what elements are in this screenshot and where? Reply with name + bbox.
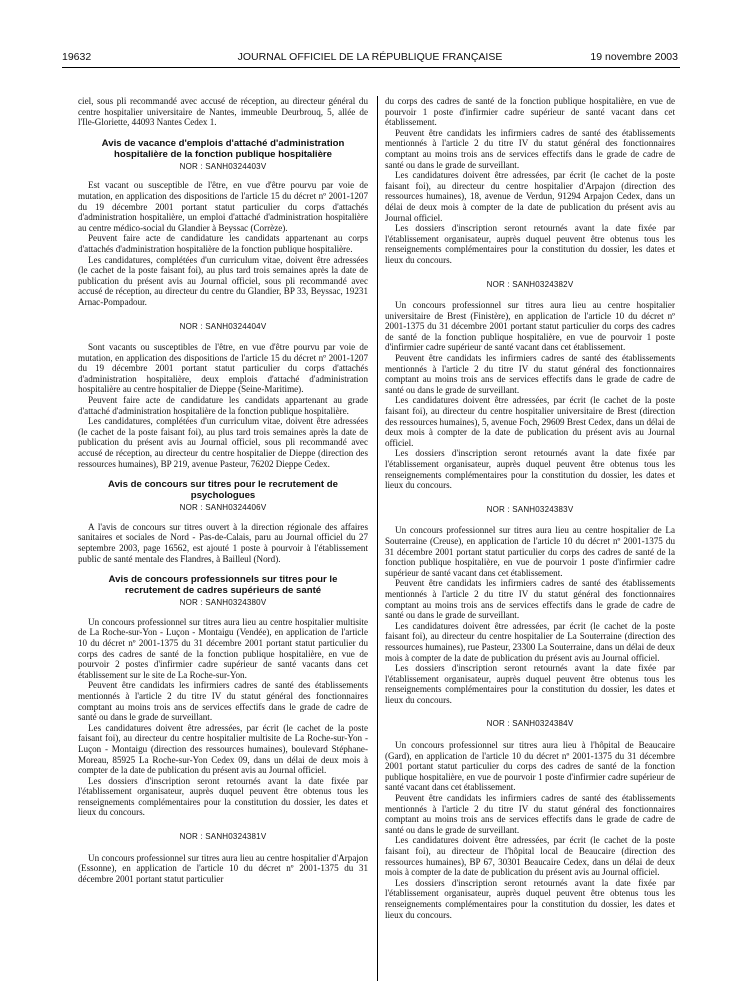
continued-paragraph: du corps des cadres de santé de la fonction publique hospitalière, en vue de pourvoir 1 poste d'infirmier cadre supérieur de santé vacant dans cet établissement. — [385, 96, 675, 128]
nor-reference: NOR : SANH0324406V — [179, 503, 267, 513]
paragraph: Les candidatures doivent être adressées, par écrit (le cachet de la poste faisant foi), au directeur du centre hospitalier universitaire de Brest (direction des ressources humaines), 5, avenue Foch, 29609 Brest Cedex, dans un délai de deux mois à compter de la date de publication du présent avis au Journal officiel. — [385, 395, 675, 448]
paragraph: Un concours professionnel sur titres aura lieu à l'hôpital de Beaucaire (Gard), en application de l'article 10 du décret nº 2001-1375 du 31 décembre 2001 portant statut particulier du corps des cadres de santé de la fonction publique hospitalière, en vue de pourvoir 1 poste d'infirmier cadre supérieur de santé vacant dans cet établissement. — [385, 740, 675, 793]
paragraph: Un concours professionnel sur titres aura lieu au centre hospitalier d'Arpajon (Essonne), en application de l'article 10 du décret nº 2001-1375 du 31 décembre 2001 portant statut particulier — [78, 852, 368, 884]
paragraph: Les dossiers d'inscription seront retournés avant la date fixée par l'établissement organisateur, auprès duquel peuvent être obtenus tous les renseignements complémentaires pour la constitution du dossier, les dates et lieux du concours. — [78, 775, 368, 818]
paragraph: A l'avis de concours sur titres ouvert à la direction régionale des affaires sanitaires et sociales de Nord - Pas-de-Calais, paru au Journal officiel du 27 septembre 2003, page 16562, est ajouté 1 poste à pourvoir à l'établissement public de santé mentale des Flandres, à Bailleul (Nord). — [78, 521, 368, 564]
right-column — [385, 96, 675, 920]
paragraph: Un concours professionnel sur titres aura lieu au centre hospitalier multisite de La Roche-sur-Yon - Luçon - Montaigu (Vendée), en application de l'article 10 du décret nº 2001-1375 du 31 décembre 2001 portant statut particulier du corps des cadres de santé de la fonction publique hospitalière, en vue de pourvoir 2 postes d'infirmier cadre supérieur de santé vacants dans cet établissement sur le site de La Roche-sur-Yon. — [78, 616, 368, 680]
paragraph: Peuvent être candidats les infirmiers cadres de santé des établissements mentionnés à l'article 2 du titre IV du statut général des fonctionnaires comptant au moins trois ans de services effectifs dans le grade de cadre de santé ou dans le grade de surveillant. — [385, 578, 675, 621]
paragraph: Un concours professionnel sur titres aura lieu au centre hospitalier de La Souterraine (Creuse), en application de l'article 10 du décret nº 2001-1375 du 31 décembre 2001 portant statut particulier du corps des cadres de santé de la fonction publique hospitalière, en vue de pourvoir 1 poste d'infirmier cadre supérieur de santé vacant dans cet établissement. — [385, 525, 675, 578]
nor-reference: NOR : SANH0324403V — [179, 161, 267, 171]
paragraph: Les dossiers d'inscription seront retournés avant la date fixée par l'établissement organisateur, auprès duquel peuvent être obtenus tous les renseignements complémentaires pour la constitution du dossier, les dates et lieux du concours. — [385, 877, 675, 920]
paragraph: Les candidatures, complétées d'un curriculum vitae, doivent être adressées (le cachet de la poste faisant foi), au plus tard trois semaines après la date de publication du présent avis au Journal officiel, sous pli recommandé avec accusé de réception, au directeur du centre hospitalier de Dieppe (direction des ressources humaines), BP 219, avenue Pasteur, 76202 Dieppe Cedex. — [78, 416, 368, 469]
paragraph: Peuvent faire acte de candidature les candidats appartenant au grade d'attaché d'administration hospitalière de la fonction publique hospitalière. — [78, 395, 368, 416]
paragraph: Les candidatures doivent être adressées, par écrit (le cachet de la poste faisant foi), au directeur du centre hospitalier de La Souterraine (direction des ressources humaines), rue Pasteur, 23300 La Souterraine, dans un délai de deux mois à compter de la date de publication du présent avis au Journal officiel. — [385, 620, 675, 663]
paragraph: Peuvent faire acte de candidature les candidats appartenant au corps d'attachés d'administration hospitalière de la fonction publique hospitalière. — [78, 233, 368, 254]
header-rule — [62, 67, 680, 68]
paragraph: Peuvent être candidats les infirmiers cadres de santé des établissements mentionnés à l'article 2 du titre IV du statut général des fonctionnaires comptant au moins trois ans de services effectifs dans le grade de cadre de santé ou dans le grade de surveillant. — [78, 680, 368, 723]
section-heading: Avis de vacance d'emplois d'attaché d'administration hospitalière de la fonction publique hospitalière — [101, 137, 345, 160]
paragraph: Les dossiers d'inscription seront retournés avant la date fixée par l'établissement organisateur, auprès duquel peuvent être obtenus tous les renseignements complémentaires pour la constitution du dossier, les dates et lieux du concours. — [385, 448, 675, 491]
nor-reference: NOR : SANH0324381V — [179, 832, 267, 842]
continued-paragraph: ciel, sous pli recommandé avec accusé de réception, au directeur général du centre hospitalier universitaire de Nantes, immeuble Deurbrouq, 5, allée de l'Ile-Gloriette, 44093 Nantes Cedex 1. — [78, 96, 368, 128]
column-separator — [377, 96, 378, 981]
section-heading: Avis de concours sur titres pour le recrutement de psychologues — [108, 479, 338, 502]
paragraph: Les dossiers d'inscription seront retournés avant la date fixée par l'établissement organisateur, auprès duquel peuvent être obtenus tous les renseignements complémentaires pour la constitution du dossier, les dates et lieux du concours. — [385, 663, 675, 705]
paragraph: Peuvent être candidats les infirmiers cadres de santé des établissements mentionnés à l'article 2 du titre IV du statut général des fonctionnaires comptant au moins trois ans de services effectifs dans le grade de cadre de santé ou dans le grade de surveillant. — [385, 127, 675, 170]
running-header — [62, 51, 678, 65]
paragraph: Les dossiers d'inscription seront retournés avant la date fixée par l'établissement organisateur, auprès duquel peuvent être obtenus tous les renseignements complémentaires pour la constitution du dossier, les dates et lieux du concours. — [385, 223, 675, 265]
paragraph: Les candidatures doivent être adressées, par écrit (le cachet de la poste faisant foi), au directeur de l'hôpital local de Beaucaire (direction des ressources humaines), BP 67, 30301 Beaucaire Cedex, dans un délai de deux mois à compter de la date de publication du présent avis au Journal officiel. — [385, 835, 675, 878]
paragraph: Les candidatures doivent être adressées, par écrit (le cachet de la poste faisant foi), au directeur du centre hospitalier d'Arpajon (direction des ressources humaines), 18, avenue de Verdun, 91294 Arpajon Cedex, dans un délai de deux mois à compter de la date de publication du présent avis au Journal officiel. — [385, 170, 675, 223]
nor-reference: NOR : SANH0324380V — [179, 598, 267, 608]
journal-title: JOURNAL OFFICIEL DE LA RÉPUBLIQUE FRANÇAISE — [237, 51, 503, 63]
paragraph: Sont vacants ou susceptibles de l'être, en vue d'être pourvu par voie de mutation, en application des dispositions de l'article 15 du décret nº 2001-1207 du 19 décembre 2001 portant statut particulier du corps d'attachés d'administration hospitalière, deux emplois d'attaché d'administration hospitalière au centre hospitalier de Dieppe (Seine-Maritime). — [78, 342, 368, 395]
nor-reference: NOR : SANH0324384V — [486, 719, 574, 729]
issue-date: 19 novembre 2003 — [590, 51, 678, 63]
page-number: 19632 — [62, 51, 92, 63]
nor-reference: NOR : SANH0324382V — [486, 279, 574, 289]
paragraph: Un concours professionnel sur titres aura lieu au centre hospitalier universitaire de Brest (Finistère), en application de l'article 10 du décret nº 2001-1375 du 31 décembre 2001 portant statut particulier du corps des cadres de santé de la fonction publique hospitalière, en vue de pourvoir 1 poste d'infirmier cadre supérieur de santé vacant dans cet établissement. — [385, 300, 675, 353]
left-column — [78, 96, 368, 884]
nor-reference: NOR : SANH0324383V — [486, 504, 574, 514]
paragraph: Peuvent être candidats les infirmiers cadres de santé des établissements mentionnés à l'article 2 du titre IV du statut général des fonctionnaires comptant au moins trois ans de services effectifs dans le grade de cadre de santé ou dans le grade de surveillant. — [385, 353, 675, 395]
nor-reference: NOR : SANH0324404V — [179, 321, 267, 331]
section-heading: Avis de concours professionnels sur titres pour le recrutement de cadres supérieurs de santé — [108, 574, 338, 597]
paragraph: Les candidatures, complétées d'un curriculum vitae, doivent être adressées (le cachet de la poste faisant foi), au plus tard trois semaines après la date de publication du présent avis au Journal officiel, sous pli recommandé avec accusé de réception, au directeur du centre du Glandier, BP 33, Beyssac, 19231 Arnac-Pompadour. — [78, 254, 368, 307]
paragraph: Peuvent être candidats les infirmiers cadres de santé des établissements mentionnés à l'article 2 du titre IV du statut général des fonctionnaires comptant au moins trois ans de services effectifs dans le grade de cadre de santé ou dans le grade de surveillant. — [385, 793, 675, 835]
paragraph: Les candidatures doivent être adressées, par écrit (le cachet de la poste faisant foi), au directeur du centre hospitalier multisite de La Roche-sur-Yon - Luçon - Montaigu (direction des ressources humaines), boulevard Stéphane-Moreau, 85925 La Roche-sur-Yon Cedex 09, dans un délai de deux mois à compter de la date de publication du présent avis au Journal officiel. — [78, 722, 368, 776]
paragraph: Est vacant ou susceptible de l'être, en vue d'être pourvu par voie de mutation, en application des dispositions de l'article 15 du décret nº 2001-1207 du 19 décembre 2001 portant statut particulier du corps d'attachés d'administration hospitalière, un emploi d'attaché d'administration hospitalière au centre médico-social du Glandier à Beyssac (Corrèze). — [78, 180, 368, 233]
